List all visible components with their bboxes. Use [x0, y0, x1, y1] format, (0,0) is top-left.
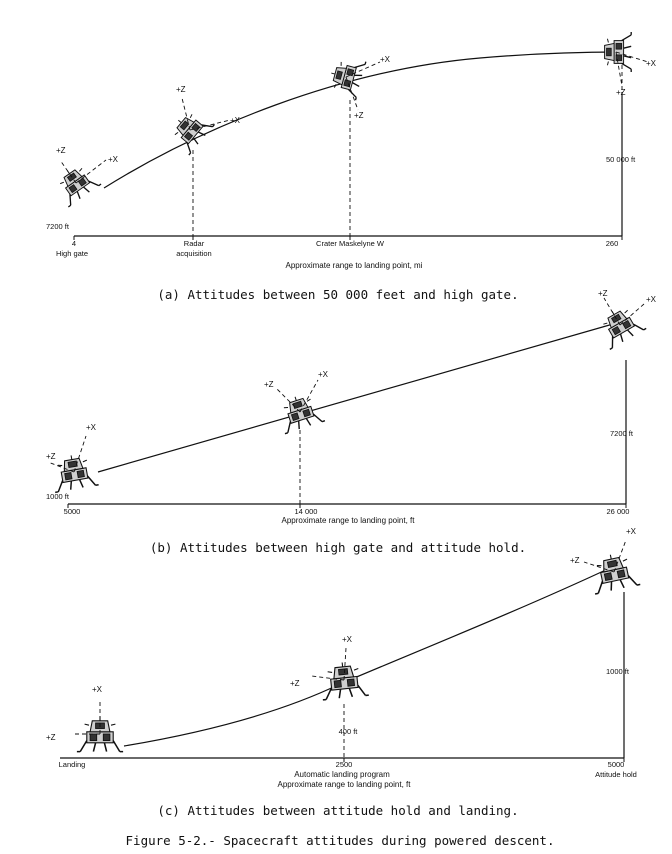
a-axis-title: Approximate range to landing point, mi [285, 261, 423, 270]
c-tick-2: 2500 [335, 760, 353, 769]
c-tick-3-sub: Attitude hold [595, 770, 637, 779]
c-tick-1-sub: Landing [58, 760, 86, 769]
b-axis-x-2: +X [318, 370, 329, 379]
a-tick-2: Radar [183, 239, 205, 248]
a-axis-z-4: +Z [616, 88, 626, 97]
a-tick-1: 4 [71, 239, 77, 248]
c-axis-title-1: Automatic landing program [294, 770, 390, 779]
b-axis-z-1: +Z [46, 452, 56, 461]
c-tick-3: 5000 [607, 760, 625, 769]
a-tick-4: 260 [605, 239, 619, 248]
b-axis-title: Approximate range to landing point, ft [281, 516, 415, 525]
b-tick-1: 5000 [63, 507, 81, 516]
a-tick-2-sub: acquisition [176, 249, 212, 258]
c-alt-mid: 400 ft [338, 727, 358, 736]
b-caption: (b) Attitudes between high gate and attitude hold. [149, 540, 527, 555]
a-tick-1-sub: High gate [55, 249, 89, 258]
figure-caption: Figure 5-2.- Spacecraft attitudes during powered descent. [125, 833, 555, 848]
a-alt-start: 7200 ft [46, 222, 69, 231]
c-axis-x-3: +X [626, 527, 637, 536]
b-axis-x-1: +X [86, 423, 97, 432]
a-axis-x-1: +X [108, 155, 119, 164]
b-axis-z-3: +Z [598, 289, 608, 298]
c-alt-end: 1000 ft [606, 667, 629, 676]
c-axis-x-1: +X [92, 685, 103, 694]
a-axis-x-3: +X [380, 55, 391, 64]
panel-b [46, 289, 657, 555]
c-caption: (c) Attitudes between attitude hold and landing. [157, 803, 519, 818]
c-axis-z-3: +Z [570, 556, 580, 565]
b-axis-z-2: +Z [264, 380, 274, 389]
a-caption: (a) Attitudes between 50 000 feet and high gate. [157, 287, 519, 302]
c-axis-z-2: +Z [290, 679, 300, 688]
a-axis-z-3: +Z [354, 111, 364, 120]
panel-a-trajectory [104, 52, 620, 188]
b-tick-3: 26 000 [606, 507, 630, 516]
c-axis-x-2: +X [342, 635, 353, 644]
a-axis-x-2: +X [230, 116, 241, 125]
b-alt-start: 1000 ft [46, 492, 69, 501]
panel-b-trajectory [98, 322, 620, 472]
panel-c-trajectory [124, 568, 610, 746]
a-axis-x-4: +X [646, 59, 657, 68]
b-axis-x-3: +X [646, 295, 657, 304]
b-tick-2: 14 000 [294, 507, 318, 516]
a-axis-z-1: +Z [56, 146, 66, 155]
b-alt-end: 7200 ft [610, 429, 633, 438]
panel-a [46, 32, 657, 302]
c-axis-title-2: Approximate range to landing point, ft [277, 780, 411, 789]
c-axis-z-1: +Z [46, 733, 56, 742]
a-tick-3: Crater Maskelyne W [316, 239, 384, 248]
a-axis-z-2: +Z [176, 85, 186, 94]
a-alt-end: 50 000 ft [606, 155, 636, 164]
panel-c [46, 527, 640, 818]
